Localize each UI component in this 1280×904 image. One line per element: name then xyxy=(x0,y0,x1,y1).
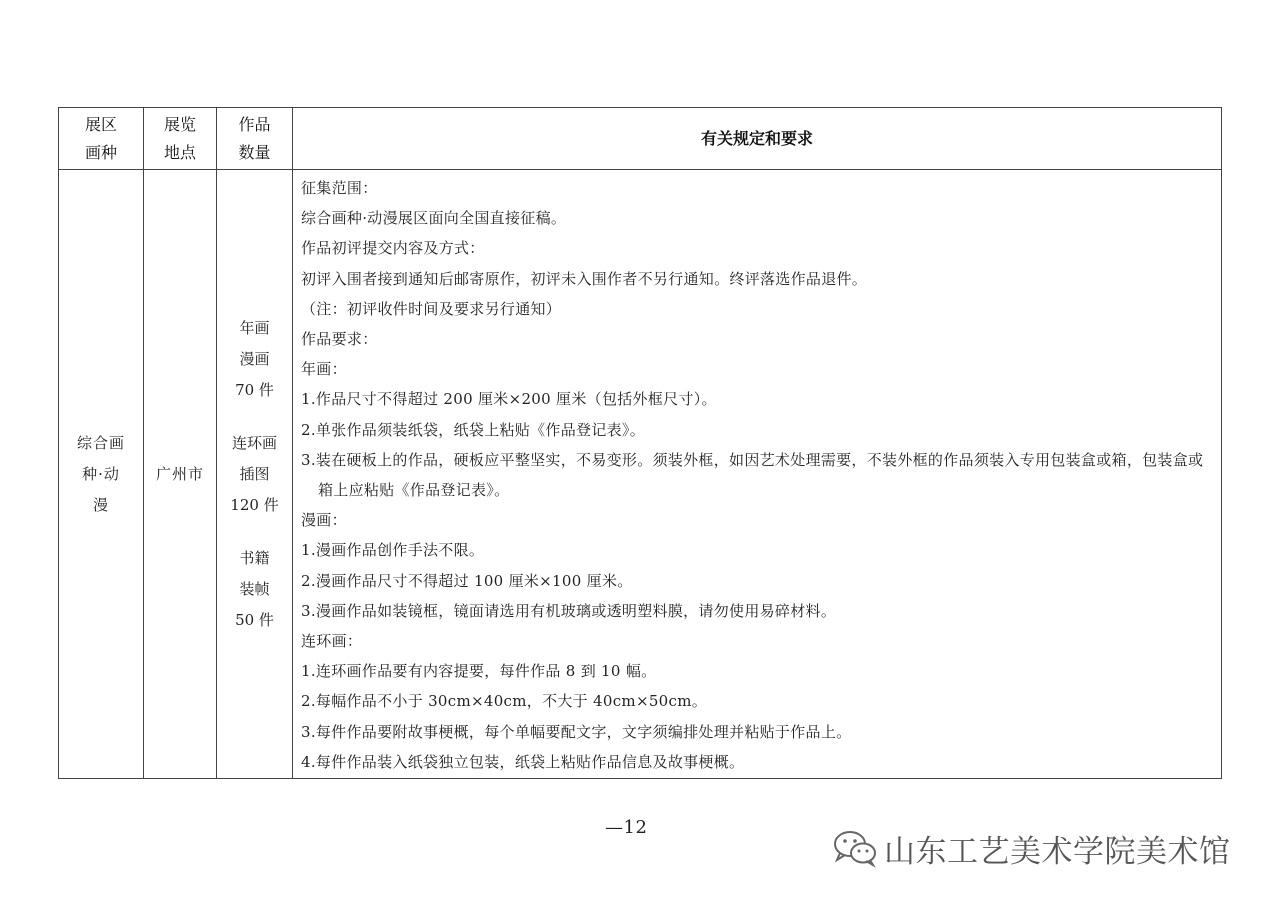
page-number: —12 xyxy=(605,817,648,838)
header-exhibition-location: 展览 地点 xyxy=(144,108,217,170)
requirements-table xyxy=(58,107,1222,779)
requirement-line: 征集范围： xyxy=(301,179,378,197)
count-group-lianhuanhua: 连环画 插图 120 件 xyxy=(230,433,279,514)
requirement-line: 年画： xyxy=(301,360,347,379)
requirement-line: 作品初评提交内容及方式： xyxy=(301,239,485,258)
header-work-count: 作品 数量 xyxy=(217,108,293,170)
category-cell: 综合画 种·动 漫 xyxy=(59,170,144,779)
requirement-line: 3.漫画作品如装镜框，镜面请选用有机玻璃或透明塑料膜，请勿使用易碎材料。 xyxy=(301,601,837,620)
requirement-line: 初评入围者接到通知后邮寄原作，初评未入围作者不另行通知。终评落选作品退件。 xyxy=(301,269,868,288)
table-header-row xyxy=(59,108,1222,170)
requirement-line: （注：初评收件时间及要求另行通知） xyxy=(301,299,562,318)
count-group-nianhua: 年画 漫画 70 件 xyxy=(235,318,274,399)
requirement-line: 作品要求： xyxy=(301,330,378,349)
requirement-line: 2.每幅作品不小于 30cm×40cm，不大于 40cm×50cm。 xyxy=(301,692,708,711)
requirement-line: 漫画： xyxy=(301,511,347,530)
header-requirements: 有关规定和要求 xyxy=(293,108,1222,170)
count-cell xyxy=(217,170,293,779)
requirement-line: 3.装在硬板上的作品，硬板应平整坚实，不易变形。须装外框，如因艺术处理需要，不装外框的作品须装入专用包装盒或箱，包装盒或箱上应粘贴《作品登记表》。 xyxy=(301,450,1204,500)
requirement-line: 2.单张作品须装纸袋，纸袋上粘贴《作品登记表》。 xyxy=(301,420,646,439)
requirement-line: 1.连环画作品要有内容提要，每件作品 8 到 10 幅。 xyxy=(301,662,657,681)
requirement-line: 2.漫画作品尺寸不得超过 100 厘米×100 厘米。 xyxy=(301,571,633,590)
requirements-cell xyxy=(293,170,1222,779)
location-cell: 广州市 xyxy=(144,170,217,779)
table-row xyxy=(59,170,1222,779)
count-group-book-design: 书籍 装帧 50 件 xyxy=(235,548,274,629)
requirement-line: 连环画： xyxy=(301,632,363,651)
requirement-line: 1.作品尺寸不得超过 200 厘米×200 厘米（包括外框尺寸）。 xyxy=(301,390,717,409)
wechat-icon xyxy=(832,828,880,868)
requirement-line: 4.每件作品装入纸袋独立包装，纸袋上粘贴作品信息及故事梗概。 xyxy=(301,752,745,771)
watermark-text: 山东工艺美术学院美术馆 xyxy=(884,833,1231,870)
requirement-line: 3.每件作品要附故事梗概，每个单幅要配文字，文字须编排处理并粘贴于作品上。 xyxy=(301,722,852,741)
header-exhibition-area: 展区 画种 xyxy=(59,108,144,170)
watermark xyxy=(832,826,1231,870)
requirement-line: 1.漫画作品创作手法不限。 xyxy=(301,541,485,560)
requirement-line: 综合画种·动漫展区面向全国直接征稿。 xyxy=(301,209,567,228)
